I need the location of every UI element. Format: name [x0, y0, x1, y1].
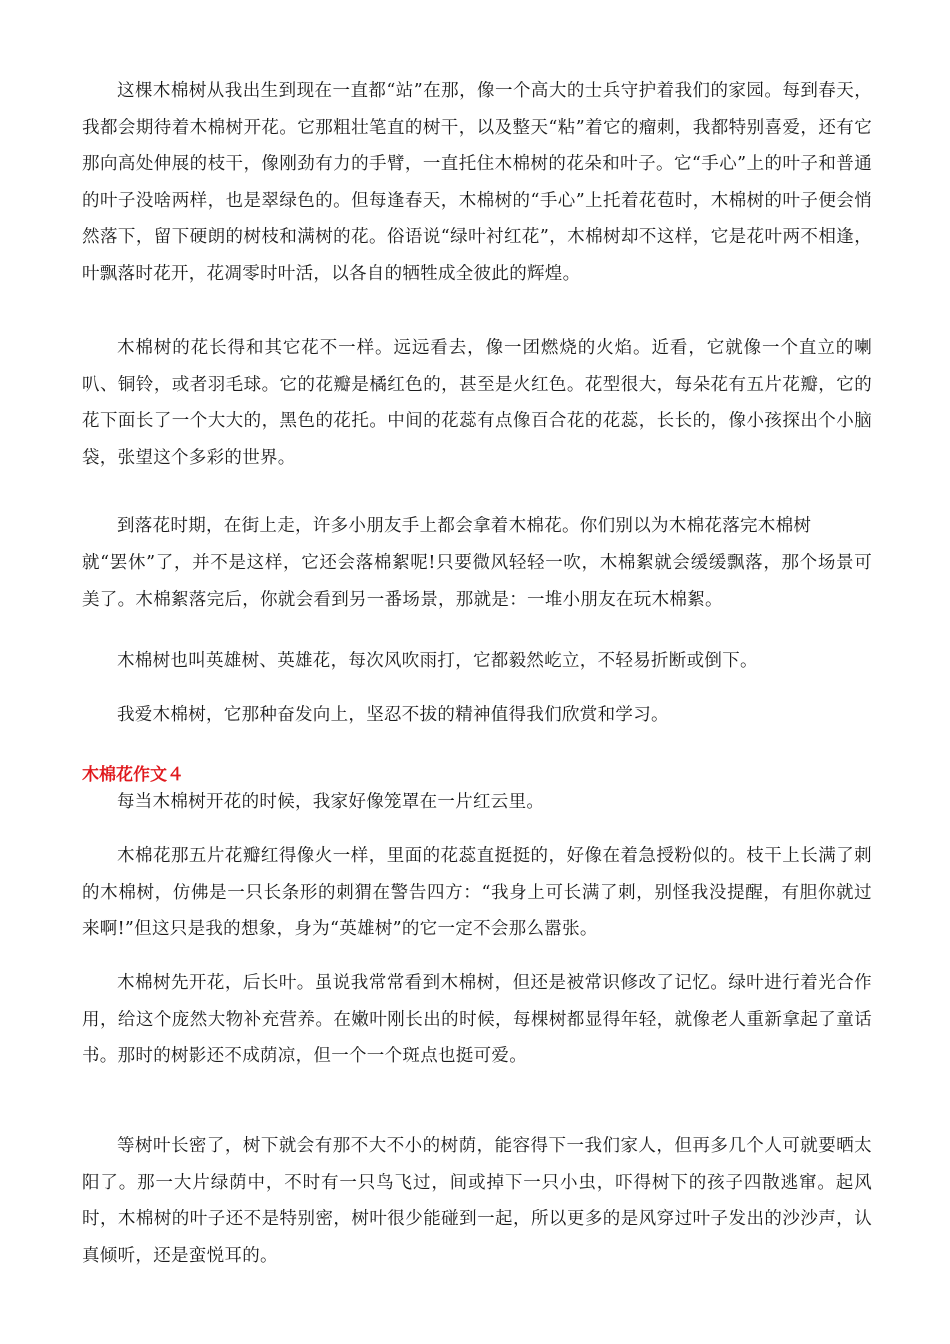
paragraph-3b: 就“罢休”了，并不是这样，它还会落棉絮呢!只要微风轻轻一吹，木棉絮就会缓缓飘落，那个场景可美了。木棉絮落完后，你就会看到另一番场景，那就是：一堆小朋友在玩木棉絮。	[82, 553, 872, 610]
paragraph-5: 我爱木棉树，它那种奋发向上，坚忍不拔的精神值得我们欣赏和学习。	[117, 705, 669, 725]
paragraph-1: 这棵木棉树从我出生到现在一直都“站”在那，像一个高大的士兵守护着我们的家园。每到春天，我都会期待着木棉树开花。它那粗壮笔直的树干，以及整天“粘”着它的瘤刺，我都特别喜爱，还有它那向高处伸展的枝干，像刚劲有力的手臂，一直托住木棉树的花朵和叶子。它“手心”上的叶子和普通的叶子没啥两样，也是翠绿色的。但每逢春天，木棉树的“手心”上托着花苞时，木棉树的叶子便会悄然落下，留下硬朗的树枝和满树的花。俗语说“绿叶衬红花”，木棉树却不这样，它是花叶两不相逢，叶飘落时花开，花凋零时叶活，以各自的牺牲成全彼此的辉煌。	[82, 81, 872, 284]
paragraph-7: 木棉花那五片花瓣红得像火一样，里面的花蕊直挺挺的，好像在着急授粉似的。枝干上长满了刺的木棉树，仿佛是一只长条形的刺猬在警告四方：“我身上可长满了刺，别怪我没提醒，有胆你就过来啊!”但这只是我的想象，身为“英雄树”的它一定不会那么嚣张。	[82, 846, 872, 939]
paragraph-2: 木棉树的花长得和其它花不一样。远远看去，像一团燃烧的火焰。近看，它就像一个直立的喇叭、铜铃，或者羽毛球。它的花瓣是橘红色的，甚至是火红色。花型很大，每朵花有五片花瓣，它的花下面长了一个大大的，黑色的花托。中间的花蕊有点像百合花的花蕊，长长的，像小孩探出个小脑袋，张望这个多彩的世界。	[82, 338, 872, 468]
section-heading: 木棉花作文４	[82, 765, 184, 785]
paragraph-8: 木棉树先开花，后长叶。虽说我常常看到木棉树，但还是被常识修改了记忆。绿叶进行着光合作用，给这个庞然大物补充营养。在嫩叶刚长出的时候，每棵树都显得年轻，就像老人重新拿起了童话书。那时的树影还不成荫凉，但一个一个斑点也挺可爱。	[82, 973, 872, 1066]
paragraph-9: 等树叶长密了，树下就会有那不大不小的树荫，能容得下一我们家人，但再多几个人可就要晒太阳了。那一大片绿荫中，不时有一只鸟飞过，间或掉下一只小虫，吓得树下的孩子四散逃窜。起风时，木棉树的叶子还不是特别密，树叶很少能碰到一起，所以更多的是风穿过叶子发出的沙沙声，认真倾听，还是蛮悦耳的。	[82, 1136, 872, 1266]
paragraph-3a: 到落花时期，在街上走，许多小朋友手上都会拿着木棉花。你们别以为木棉花落完木棉树	[117, 516, 812, 536]
paragraph-4: 木棉树也叫英雄树、英雄花，每次风吹雨打，它都毅然屹立，不轻易折断或倒下。	[117, 651, 758, 671]
paragraph-6: 每当木棉树开花的时候，我家好像笼罩在一片红云里。	[117, 792, 545, 812]
